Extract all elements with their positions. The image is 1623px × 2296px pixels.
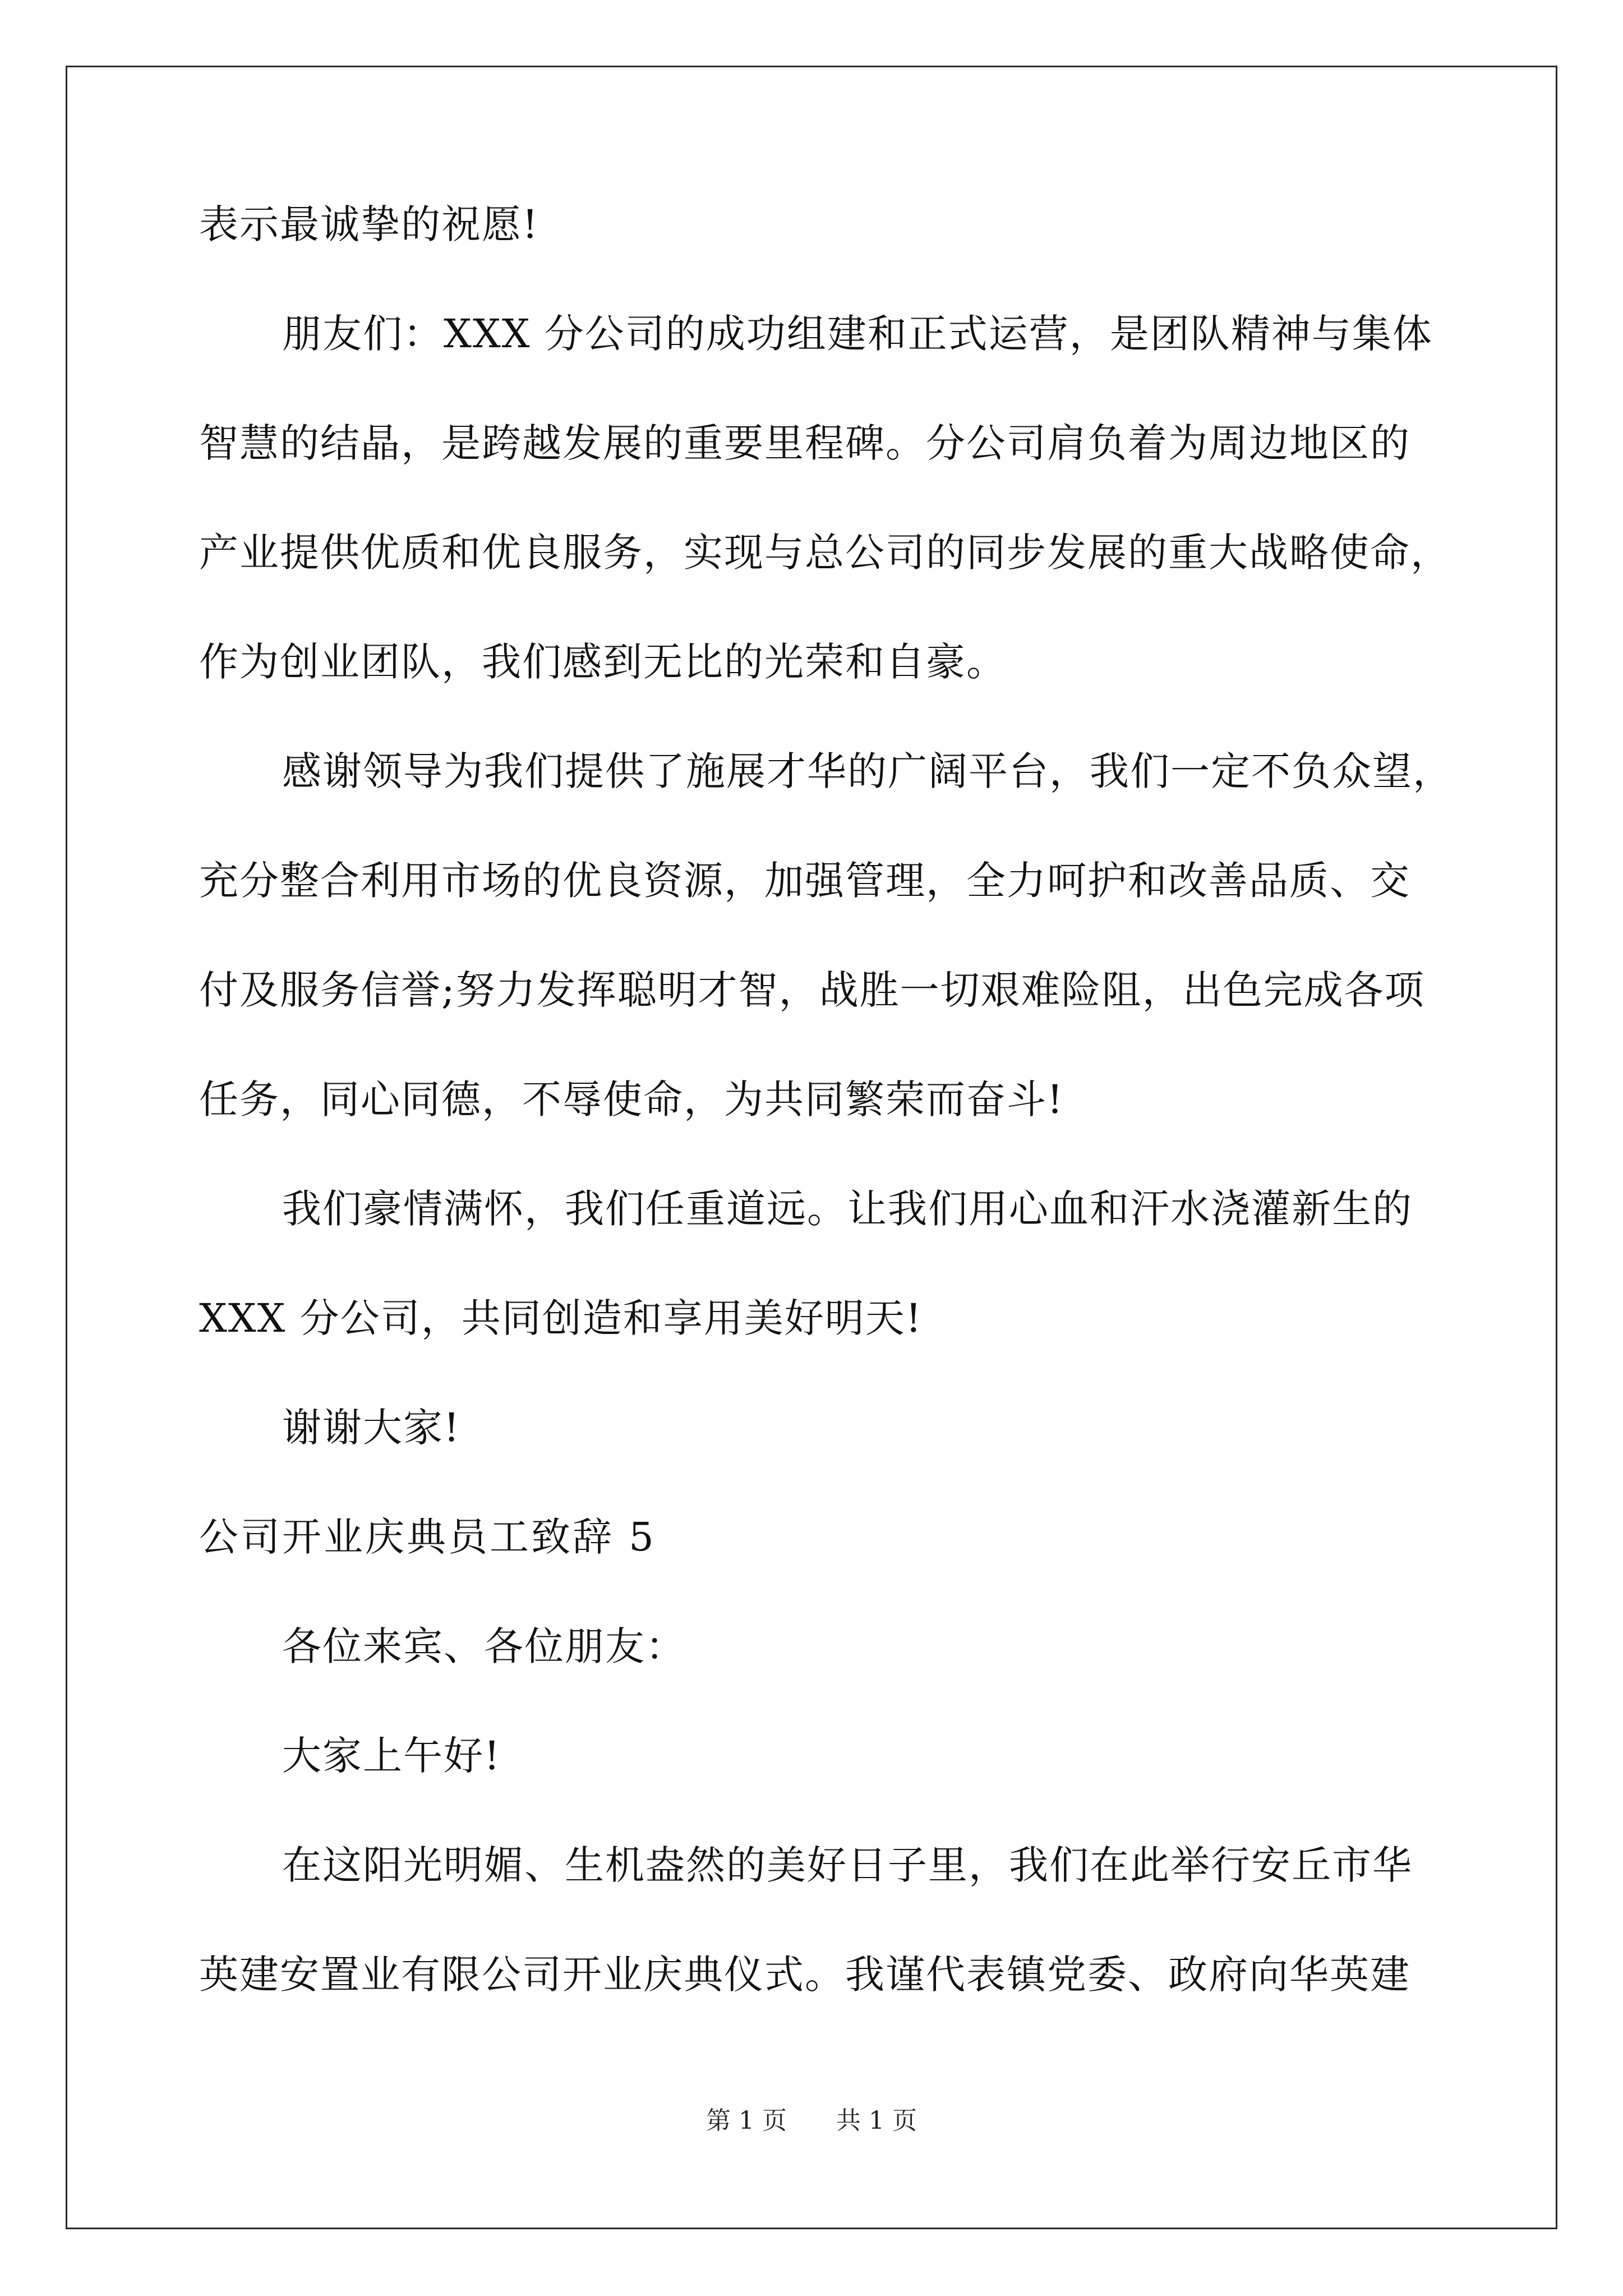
salutation-line: 各位来宾、各位朋友： [282, 1623, 686, 1669]
text-line: 付及服务信誉;努力发挥聪明才智，战胜一切艰难险阻，出色完成各项 [199, 967, 1425, 1013]
paragraph-start-line: 谢谢大家! [282, 1405, 461, 1451]
text-line: 表示最诚挚的祝愿! [199, 201, 540, 247]
page-total: 共 1 页 [836, 2106, 917, 2135]
paragraph-start-line: 感谢领导为我们提供了施展才华的广阔平台，我们一定不负众望， [282, 748, 1453, 794]
text-line: 充分整合利用市场的优良资源，加强管理，全力呵护和改善品质、交 [199, 858, 1410, 904]
paragraph-start-line: 在这阳光明媚、生机盎然的美好日子里，我们在此举行安丘市华 [282, 1842, 1413, 1888]
greeting-line: 大家上午好! [282, 1733, 501, 1779]
text-line: XXX 分公司，共同创造和享用美好明天! [199, 1295, 923, 1341]
text-line: 任务，同心同德，不辱使命，为共同繁荣而奋斗! [199, 1076, 1064, 1122]
page-footer [0, 2107, 1623, 2135]
text-line: 智慧的结晶，是跨越发展的重要里程碑。分公司肩负着为周边地区的 [199, 420, 1410, 466]
text-line: 作为创业团队，我们感到无比的光荣和自豪。 [199, 639, 1007, 685]
paragraph-start-line: 朋友们：XXX 分公司的成功组建和正式运营，是团队精神与集体 [282, 311, 1433, 357]
page-number: 第 1 页 [706, 2106, 787, 2135]
text-line: 产业提供优质和优良服务，实现与总公司的同步发展的重大战略使命， [199, 530, 1451, 576]
section-heading: 公司开业庆典员工致辞 5 [199, 1514, 656, 1560]
text-line: 英建安置业有限公司开业庆典仪式。我谨代表镇党委、政府向华英建 [199, 1952, 1410, 1998]
paragraph-start-line: 我们豪情满怀，我们任重道远。让我们用心血和汗水浇灌新生的 [282, 1186, 1413, 1232]
document-body [199, 201, 1453, 2062]
